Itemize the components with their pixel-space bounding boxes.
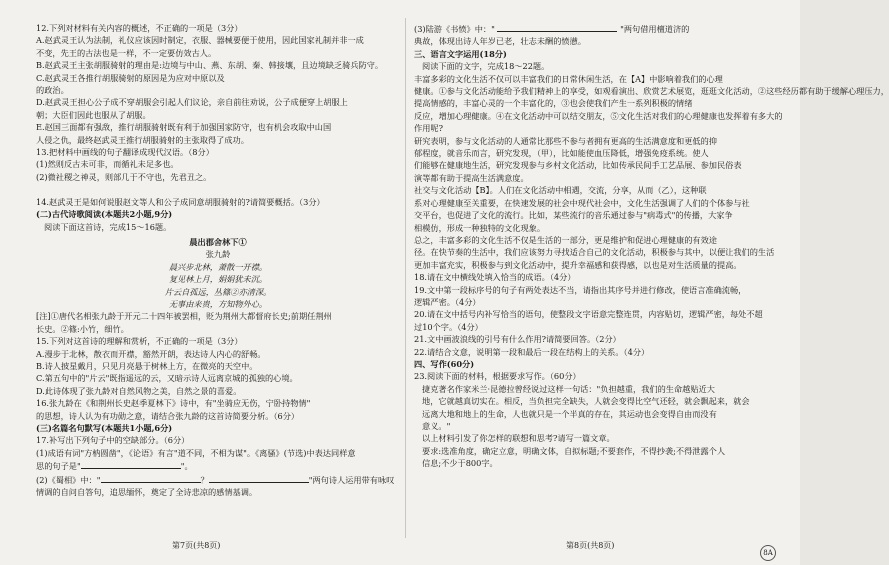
question-line: 13.把材料中画线的句子翻译成现代汉语。（8分） — [36, 147, 214, 158]
passage-line: 丰富多彩的文化生活不仅可以丰富我们的日常休闲生活，在【A】中影响着我们的心理 — [414, 73, 723, 84]
passage-line: 郁程度，就音乐而言，研究发现，（甲），比如能使血压降低，增强免疫系统。使人 — [414, 148, 709, 159]
section-language-heading: 三、语言文字运用(18分) — [414, 48, 507, 59]
passage-line: 健康。①参与文化活动能给予我们精神上的享受，如观看演出、欣赏艺术展览，逛逛文化活动，②这些经历都有助于缓解心理压力， — [414, 86, 889, 97]
question-line: 朝；大臣们因此也服从了胡服。 — [36, 109, 151, 120]
question-line: 14.赵武灵王是如何说服赵文等人和公子成同意胡服骑射的?请简要概括。（3分） — [36, 196, 325, 207]
poem-title: 晨出郡舍林下① — [189, 236, 247, 247]
question-23: 23.阅读下面的材料，根据要求写作。（60分） — [414, 371, 581, 382]
question-line: 情调的自问自答句，追思缅怀，奠定了全诗悲凉的感情基调。 — [36, 487, 258, 498]
question-line: C.第五句中的"片云"既指遥远的云，又暗示诗人远离京城的孤独的心境。 — [36, 373, 298, 384]
passage-line: 径。在快节奏的生活中，我们应该努力寻找适合自己的文化活动，积极参与其中，以便让我们的生活 — [414, 247, 775, 258]
passage-line: 研究表明，参与文化活动的人通常比那些不参与者拥有更高的生活满意度和更低的抑 — [414, 135, 717, 146]
task-line: 以上材料引发了你怎样的联想和思考?请写一篇文章。 — [422, 433, 615, 444]
question-line: 12.下列对材料有关内容的概述，不正确的一项是（3分） — [36, 23, 243, 33]
blank-tail: "。 — [180, 461, 193, 472]
writing-material — [414, 383, 776, 433]
task-line: 要求:选准角度，确定立意，明确文体，自拟标题;不要套作，不得抄袭;不得泄露个人 — [422, 445, 726, 456]
passage-line: 系对心理健康至关重要，在快速发展的社会中现代社会中，文化生活强调了人们的个体参与社 — [414, 197, 750, 208]
dictation-3-cont: 典故，体现出诗人年岁已老，壮志未酬的愤懑。 — [414, 36, 586, 47]
dictation-3: (3)陆游《书愤》中：" "两句借用檀道济的 — [414, 24, 690, 34]
passage-line: 总之，丰富多彩的文化生活不仅是生活的一部分，更是维护和促进心理健康的有效途 — [414, 234, 717, 245]
question-line: 22.请结合文意，说明第一段和最后一段在结构上的关系。（4分） — [414, 346, 650, 357]
question-line: 人侵之仇，最终赵武灵王推行胡服骑射的主张取得了成功。 — [36, 134, 249, 145]
section-dictation-heading: (三)名篇名句默写(本题共1小题,6分) — [36, 423, 173, 433]
question-line: A.漫步于北林，散衣而开襟，豁然开朗，表达诗人内心的舒畅。 — [36, 348, 266, 359]
answer-blank[interactable] — [101, 473, 201, 483]
question-line: (2)微社稷之神灵，则部几于不守也，先君丑之。 — [36, 171, 212, 182]
page-divider — [405, 18, 406, 538]
passage-line: 相模仿，形成一种独特的文化现象。 — [414, 222, 546, 233]
question-line: (1)成语有词"方枘圆凿"，《论语》有言"道不同，不相为谋"。《离骚》(节选)中表达同样意 — [36, 447, 356, 458]
passage-line: 更加丰富充实，积极参与到文化活动中，提升幸福感和获得感，以也是对生活质量的提高。 — [414, 259, 742, 270]
question-line: 不变，先王的古法也是一样，不一定要仿效古人。 — [36, 47, 217, 58]
passage-line: 作用呢? — [414, 123, 443, 134]
writing-task — [414, 432, 776, 469]
material-line: 意义。" — [422, 421, 451, 431]
passage-line: 提高情感的，丰富心灵的一个丰富化的，③也会使我们产生一系列积极的情绪 — [414, 98, 693, 109]
question-line: B.赵武灵王主张胡服骑射的理由是:边境与中山、燕、东胡、秦、韩接壤，且边境缺乏骑兵防守。 — [36, 60, 384, 71]
poetry-intro: 阅读下面这首诗，完成15～16题。 — [44, 221, 172, 232]
passage-line: 演等都有助于提高生活满意度。 — [414, 172, 529, 183]
question-line: 16.张九龄在《和荆州长史赵季夏林下》诗中，有"坐骑应无伤，宁卧持物情" — [36, 398, 311, 409]
poem-body — [36, 261, 400, 311]
page-number-right: 第8页(共8页) — [566, 541, 615, 550]
question-line: 17.补写出下列句子中的空缺部分。（6分） — [36, 435, 190, 446]
question-line: 的政治。 — [36, 85, 69, 96]
poem-line: 晨兴步北林，萧散一开襟。 — [168, 261, 268, 272]
question-line: C.赵武灵王各推行胡服骑射的原因是为应对中原以及 — [36, 72, 225, 83]
material-line: 捷克著名作家米兰·昆德拉曾经说过这样一句话："负担越重，我们的生命越贴近大 — [422, 383, 715, 394]
question-line: 21.文中画波浪线的引号有什么作用?请简要回答。（2分） — [414, 334, 621, 345]
passage-para-2 — [414, 135, 776, 185]
task-line: 信息;不少于800字。 — [422, 458, 498, 469]
material-line: 远离大地和地上的生命，人也就只是一个半真的存在，其运动也会变得自由而没有 — [422, 408, 717, 419]
poem-line: 无事由来贵，方知物外心。 — [168, 298, 268, 309]
passage-para-4 — [414, 234, 776, 271]
question-line: (2)《蜀相》中：" ？ "两句诗人运用带有咏叹 — [36, 474, 395, 485]
poem-line: 复见林上月，娟娟犹未沉。 — [168, 274, 268, 285]
question-line: 思的句子是" "。 — [36, 461, 193, 472]
passage-para-3 — [414, 184, 776, 234]
left-question-block — [36, 22, 400, 208]
question-line: A.赵武灵王认为法制，礼仪应该因时制定，衣服、器械要便于使用，因此国家礼制并非一成 — [36, 35, 364, 46]
question-line: 逻辑严密。（4分） — [414, 296, 481, 307]
material-line: 地，它就越真切实在。相反，当负担完全缺失，人就会变得比空气还轻，就会飘起来，就会 — [422, 396, 750, 407]
question-line: 15.下列对这首诗的理解和赏析，不正确的一项是（3分） — [36, 336, 243, 347]
question-line: 18.请在文中横线处填入恰当的成语。（4分） — [414, 272, 576, 283]
answer-blank[interactable] — [497, 22, 617, 32]
question-line: D.赵武灵王担心公子成不穿胡服会引起人们议论，亲自前往劝说，公子成便穿上胡服上 — [36, 97, 348, 108]
question-line: 20.请在文中括号内补写恰当的语句，使整段文字语意完整连贯，内容贴切，逻辑严密，每处不超 — [414, 309, 763, 320]
question-line: 过10个字。（4分） — [414, 321, 483, 332]
question-line: (1)然则反古未可非，而循礼未足多也。 — [36, 159, 179, 170]
blank-tail: ？ — [200, 474, 209, 485]
question-line: 19.文中第一段标序号的句子有两处表达不当，请指出其序号并进行修改，使语言准确流畅， — [414, 284, 747, 295]
right-page — [414, 22, 889, 470]
question-15-16 — [36, 335, 400, 422]
passage-line: 反应，增加心理健康。④在文化活动中可以结交朋友，⑤文化生活对我们的心理健康也发挥着有多大的 — [414, 110, 783, 121]
page-number-left: 第7页(共8页) — [172, 541, 221, 550]
note-line: [注]①唐代名相张九龄于开元二十四年被罢相，贬为荆州大都督府长史;前期任荆州 — [36, 311, 332, 322]
left-page — [36, 22, 400, 498]
questions-18-22 — [414, 271, 776, 358]
passage-line: 社交与文化活动【B】。人们在文化活动中相遇，交流，分享，从而（乙），这种联 — [414, 185, 707, 196]
note-line: 长史。②篠:小竹，细竹。 — [36, 323, 129, 334]
answer-blank[interactable] — [81, 459, 181, 469]
language-intro: 阅读下面的文字，完成18～22题。 — [422, 61, 550, 72]
passage-line: 们能够在健康地生活，研究发现参与乡村文化活动，比如传承民间手工艺品展、参加民俗表 — [414, 160, 742, 171]
corner-mark: 8A — [760, 545, 776, 561]
section-poetry-heading: (二)古代诗歌阅读(本题共2小题,9分) — [36, 209, 173, 220]
question-line: B.诗人披星戴月，只见月亮悬于树林上方，在微亮的天空中。 — [36, 360, 258, 371]
question-line: D.此诗体现了张九龄对自然风物之美，自然之景的喜爱。 — [36, 385, 242, 396]
question-17 — [36, 434, 400, 498]
answer-blank[interactable] — [209, 473, 309, 483]
question-line — [36, 183, 400, 195]
poet-name: 张九龄 — [205, 249, 231, 260]
blank-tail: "两句诗人运用带有咏叹 — [308, 474, 395, 485]
poem-line: 片云自孤远，丛篠②亦清深。 — [164, 286, 272, 297]
question-line: 的思想，诗人认为有功勋之意，请结合张九龄的这首诗简要分析。（6分） — [36, 410, 300, 421]
passage-line: 交平台，也促进了文化的流行。比如，某些流行的音乐通过参与"病毒式"的传播，大家争 — [414, 210, 733, 221]
poem-note — [36, 310, 400, 335]
section-writing-heading: 四、写作(60分) — [414, 358, 475, 369]
passage-para-1 — [414, 73, 889, 135]
question-line: E.赵国三面都有强敌，推行胡服骑射既有利于加强国家防守，也有机会攻取中山国 — [36, 122, 332, 133]
